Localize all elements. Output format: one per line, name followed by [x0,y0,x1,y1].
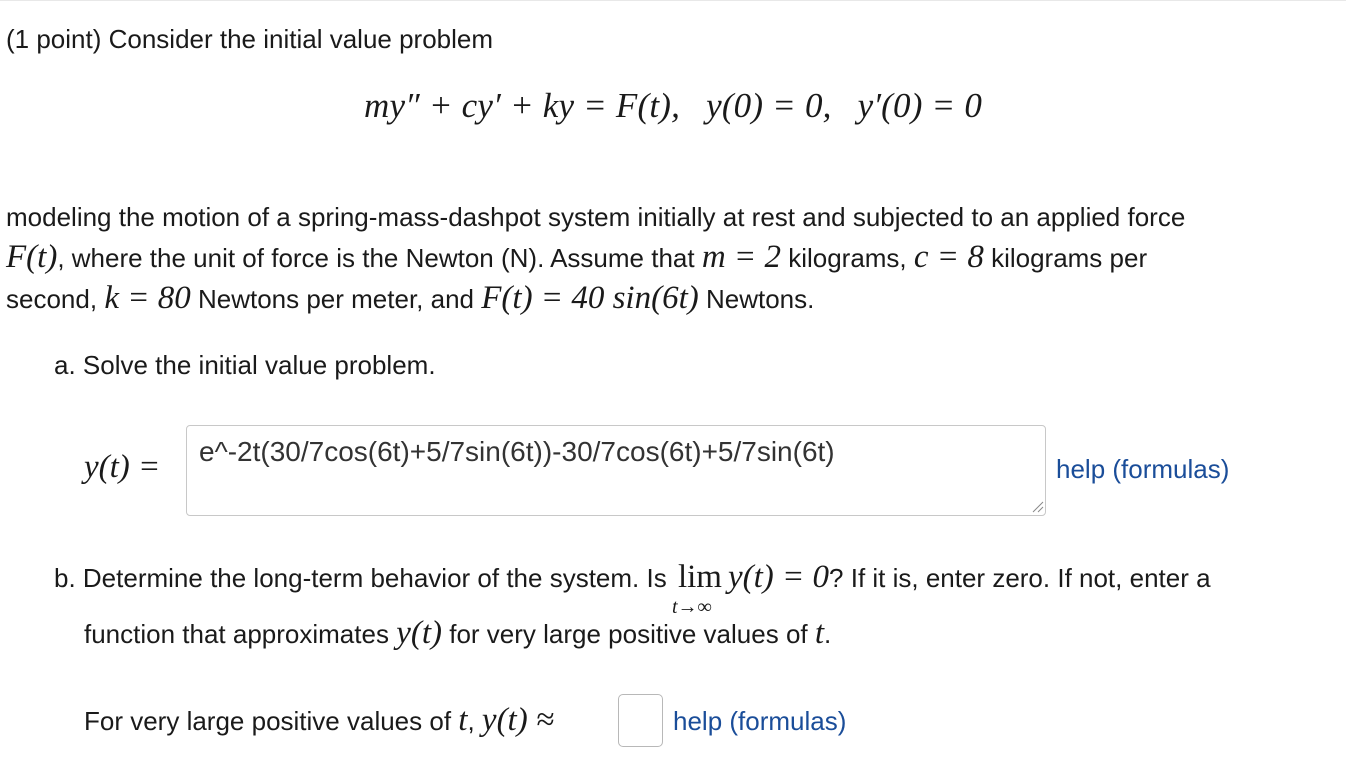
limit-operator: lim [677,559,722,595]
description-line2a: , where the unit of force is the Newton (N). Assume that [57,243,695,273]
part-a-answer-input[interactable] [186,425,1046,516]
ivp-equation [0,83,1346,129]
description-line2b: kilograms, [788,243,907,273]
part-b-final-label [84,700,554,741]
part-b-answer-input[interactable] [618,694,663,747]
ivp-ode: my″ + cy′ + ky = F(t), [363,86,681,125]
part-b-line2b: for very large positive values of [449,619,808,649]
spring-constant-value: k = 80 [104,280,191,316]
ivp-initial-velocity: y′(0) = 0 [857,86,983,125]
description-line2c: kilograms per [991,243,1148,273]
mass-value: m = 2 [701,239,781,275]
part-b-line2a: function that approximates [84,619,389,649]
description-line3a: second, [6,284,98,314]
problem-intro: (1 point) Consider the initial value problem [6,24,494,54]
limit-expression [671,557,722,618]
part-b-prompt-start: b. Determine the long-term behavior of the system. Is [54,563,667,593]
part-b-prompt-line2 [84,613,831,654]
description-line3c: Newtons. [705,284,815,314]
resize-grip-icon[interactable] [1030,499,1044,513]
limit-target: y(t) = 0 [727,559,830,595]
ivp-initial-position: y(0) = 0, [706,86,832,125]
part-b-line2-expr: y(t) [396,615,442,651]
damping-value: c = 8 [913,239,984,275]
force-symbol: F(t) [6,239,58,275]
part-a-label: y(t) = [84,449,161,485]
part-a-help-link[interactable]: help (formulas) [1056,454,1230,484]
force-function: F(t) = 40 sin(6t) [481,280,699,316]
description-line1: modeling the motion of a spring-mass-dashpot system initially at rest and subjected to an applied force [6,202,1186,232]
part-a-prompt: a. Solve the initial value problem. [54,350,436,380]
final-t: t [458,702,468,738]
limit-subscript: t→∞ [671,596,712,618]
part-b-prompt-end: ? If it is, enter zero. If not, enter a [829,563,1211,593]
part-b-line2-end: . [824,619,832,649]
part-b-prompt [54,557,1211,618]
part-b-line2-t: t [814,615,825,651]
final-comma: , [467,706,475,736]
final-expr: y(t) ≈ [481,702,555,738]
part-b-help-link[interactable]: help (formulas) [673,706,847,736]
final-text: For very large positive values of [84,706,452,736]
description-line3b: Newtons per meter, and [197,284,475,314]
problem-description [6,197,1326,319]
